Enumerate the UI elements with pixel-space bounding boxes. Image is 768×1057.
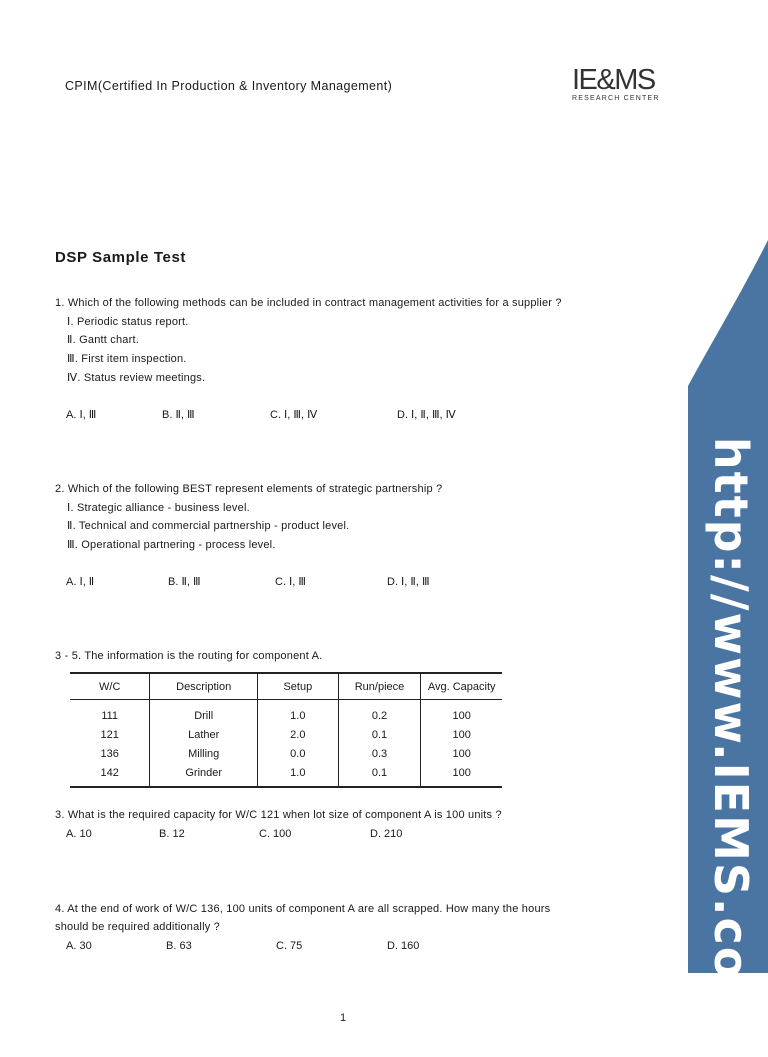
column-header: Run/piece xyxy=(338,673,421,700)
question-2-text: 2. Which of the following BEST represent elements of strategic partnership ? xyxy=(55,483,443,495)
table-row xyxy=(70,763,502,787)
table-header-row xyxy=(70,673,502,700)
question-4-option-d: D. 160 xyxy=(387,940,420,952)
sidebar-url-text[interactable]: http://www.IEMS.co.kr xyxy=(704,436,758,1057)
question-2-option-c: C. Ⅰ, Ⅲ xyxy=(275,576,306,588)
question-1-item: Ⅳ. Status review meetings. xyxy=(67,372,206,384)
question-3-option-b: B. 12 xyxy=(159,828,185,840)
table-cell: 136 xyxy=(100,747,119,760)
column-header: Description xyxy=(150,673,258,700)
table-cell: 0.3 xyxy=(338,744,421,763)
table-cell: 1.0 xyxy=(257,700,338,726)
routing-intro-text: 3 - 5. The information is the routing for component A. xyxy=(55,650,323,662)
column-header: Avg. Capacity xyxy=(421,673,502,700)
question-1-option-c: C. Ⅰ, Ⅲ, Ⅳ xyxy=(270,409,318,421)
table-cell: 1.0 xyxy=(257,763,338,787)
question-1-option-a: A. Ⅰ, Ⅲ xyxy=(66,409,97,421)
question-3-text: 3. What is the required capacity for W/C 121 when lot size of component A is 100 units ? xyxy=(55,809,502,821)
table-row xyxy=(70,725,502,744)
table-cell: Grinder xyxy=(150,763,258,787)
question-1-item: Ⅰ. Periodic status report. xyxy=(67,316,189,328)
question-2-item: Ⅰ. Strategic alliance - business level. xyxy=(67,502,250,514)
table-cell: 100 xyxy=(421,763,502,787)
table-cell: Drill xyxy=(150,700,258,726)
logo-sub-text: RESEARCH CENTER xyxy=(572,95,660,102)
question-4-text: 4. At the end of work of W/C 136, 100 units of component A are all scrapped. How many the hours xyxy=(55,903,551,915)
question-2-option-b: B. Ⅱ, Ⅲ xyxy=(168,576,201,588)
routing-table xyxy=(70,672,502,788)
table-cell: 0.1 xyxy=(338,763,421,787)
document-header-title: CPIM(Certified In Production & Inventory Management) xyxy=(65,79,393,93)
table-cell: 111 xyxy=(101,709,119,722)
table-cell: 0.1 xyxy=(338,725,421,744)
question-2-option-a: A. Ⅰ, Ⅱ xyxy=(66,576,95,588)
question-2-option-d: D. Ⅰ, Ⅱ, Ⅲ xyxy=(387,576,430,588)
table-cell: 0.2 xyxy=(338,700,421,726)
column-header: W/C xyxy=(70,673,150,700)
table-cell: 100 xyxy=(421,700,502,726)
table-cell: 2.0 xyxy=(257,725,338,744)
column-header: Setup xyxy=(257,673,338,700)
question-1-text: 1. Which of the following methods can be included in contract management activities for a supplier ? xyxy=(55,297,562,309)
question-2-item: Ⅲ. Operational partnering - process level. xyxy=(67,539,276,551)
table-cell: 0.0 xyxy=(257,744,338,763)
table-cell: 142 xyxy=(70,763,150,787)
table-cell: Milling xyxy=(150,744,258,763)
question-1-option-b: B. Ⅱ, Ⅲ xyxy=(162,409,195,421)
question-4-option-b: B. 63 xyxy=(166,940,192,952)
question-1-item: Ⅱ. Gantt chart. xyxy=(67,334,139,346)
page-number: 1 xyxy=(340,1012,347,1024)
question-4-text-continued: should be required additionally ? xyxy=(55,921,220,933)
table-cell: 121 xyxy=(100,728,119,741)
question-4-option-c: C. 75 xyxy=(276,940,303,952)
table-cell: 100 xyxy=(421,744,502,763)
table-row xyxy=(70,744,502,763)
table-cell: Lather xyxy=(150,725,258,744)
question-1-option-d: D. Ⅰ, Ⅱ, Ⅲ, Ⅳ xyxy=(397,409,456,421)
logo-main-text: IE&MS xyxy=(572,64,655,96)
question-2-item: Ⅱ. Technical and commercial partnership - product level. xyxy=(67,520,350,532)
question-3-option-d: D. 210 xyxy=(370,828,403,840)
page-title: DSP Sample Test xyxy=(55,249,186,266)
table-cell: 100 xyxy=(421,725,502,744)
question-1-item: Ⅲ. First item inspection. xyxy=(67,353,187,365)
iems-logo xyxy=(572,66,672,102)
table-row xyxy=(70,700,502,726)
question-3-option-a: A. 10 xyxy=(66,828,92,840)
question-4-option-a: A. 30 xyxy=(66,940,92,952)
question-3-option-c: C. 100 xyxy=(259,828,292,840)
